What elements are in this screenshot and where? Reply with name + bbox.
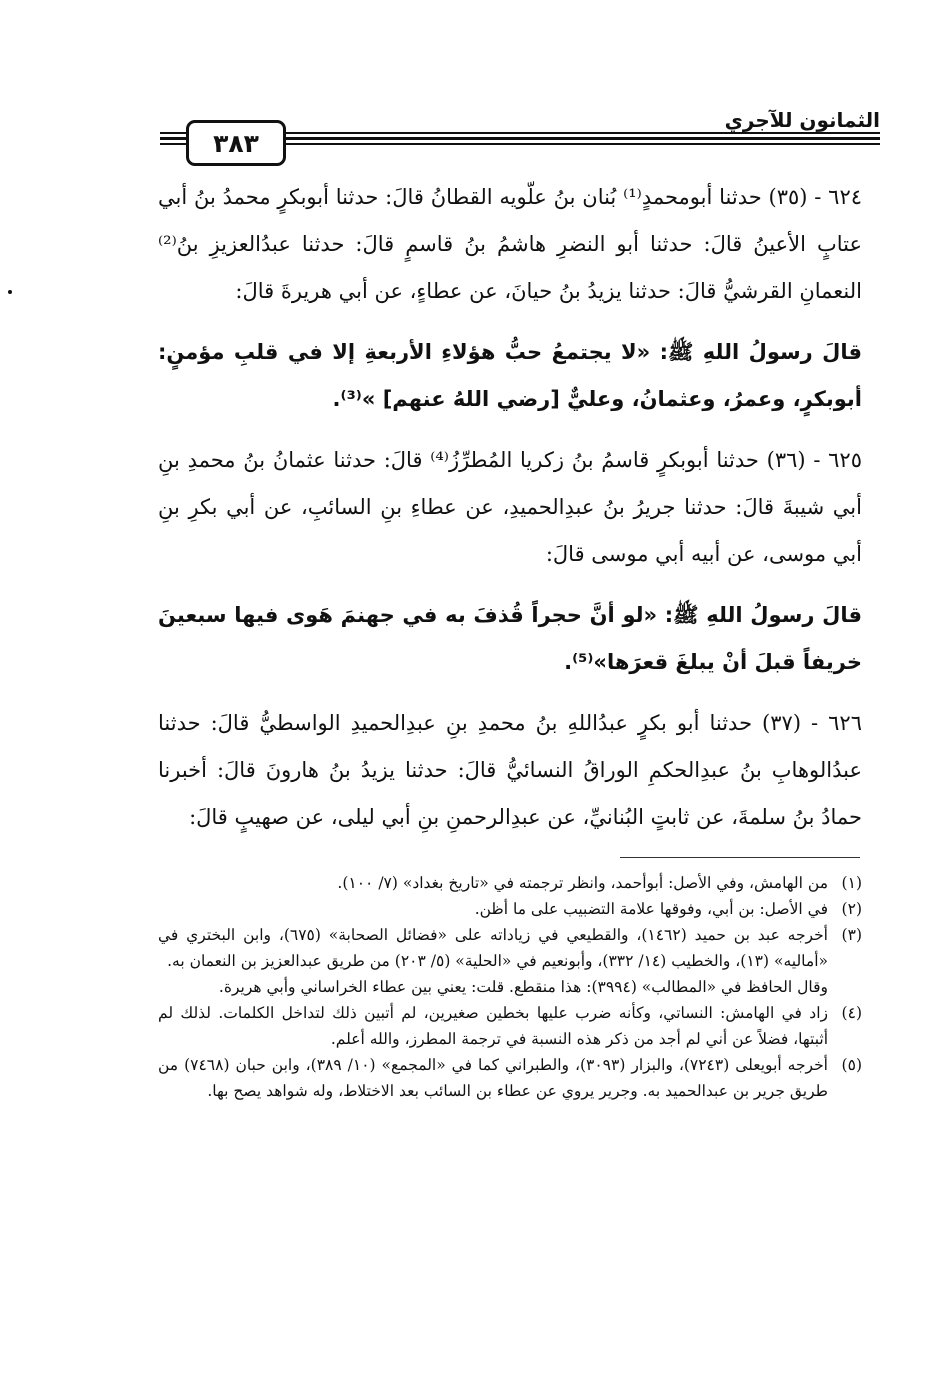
footnote-marker: (١) xyxy=(841,874,862,892)
running-title: الثمانون للآجري xyxy=(717,108,880,132)
footnote-3 xyxy=(158,922,862,974)
footnotes xyxy=(158,870,862,1104)
footnote-5 xyxy=(158,1052,862,1104)
hadith-isnad-625: ٦٢٥ - (٣٦) حدثنا أبوبكرٍ قاسمُ بنُ زكريا المُطرِّزُ⁽⁴⁾ قالَ: حدثنا عثمانُ بنُ محمدِ بنِ أبي شيبةَ قالَ: حدثنا جريرُ بنُ عبدِالحميدِ، عن عطاءِ بنِ السائبِ، عن أبي بكرِ بنِ أبي موسى، عن أبيه أبي موسى قالَ: xyxy=(158,448,862,566)
footnote-text: زاد في الهامش: النساتي، وكأنه ضرب عليها بخطين صغيرين، لم أتبين ذلك لتداخل الكلمات. لذلك لم أثبتها، فضلاً عن أني لم أجد من ذكر هذه النسبة في ترجمة المطرز، والله أعلم. xyxy=(158,1004,828,1048)
footnote-3-continuation xyxy=(158,974,862,1000)
hadith-matn-624: قالَ رسولُ اللهِ ﷺ: «لا يجتمعُ حبُّ هؤلاءِ الأربعةِ إلا في قلبِ مؤمنٍ: أبوبكرٍ، وعمرُ، وعثمانُ، وعليٌّ [رضي اللهُ عنهم] »⁽³⁾. xyxy=(158,340,862,411)
footnote-marker: (٢) xyxy=(841,900,862,918)
page-header xyxy=(160,108,880,168)
footnote-text: في الأصل: بن أبي، وفوقها علامة التضبيب على ما أظن. xyxy=(474,900,828,918)
footnote-text: وقال الحافظ في «المطالب» (٣٩٩٤): هذا منقطع. قلت: يعني بين عطاء الخراساني وأبي هريرة. xyxy=(218,978,828,996)
hadith-isnad-626: ٦٢٦ - (٣٧) حدثنا أبو بكرٍ عبدُاللهِ بنُ محمدِ بنِ عبدِالحميدِ الواسطيُّ قالَ: حدثنا عبدُالوهابِ بنُ عبدِالحكمِ الوراقُ النسائيُّ قالَ: حدثنا يزيدُ بنُ هارونَ قالَ: أخبرنا حمادُ بنُ سلمةَ، عن ثابتٍ البُنانيِّ، عن عبدِالرحمنِ بنِ أبي ليلى، عن صهيبٍ قالَ: xyxy=(158,711,862,829)
footnote-text: من الهامش، وفي الأصل: أبوأحمد، وانظر ترجمته في «تاريخ بغداد» (٧/ ١٠٠). xyxy=(337,874,828,892)
page-number: ٣٨٣ xyxy=(186,120,286,166)
footnote-marker: (٣) xyxy=(841,926,862,944)
stray-mark xyxy=(8,290,12,294)
footnote-separator xyxy=(620,857,860,858)
footnote-1 xyxy=(158,870,862,896)
footnote-marker: (٤) xyxy=(841,1004,862,1022)
main-text xyxy=(158,174,862,841)
hadith-matn-625: قالَ رسولُ اللهِ ﷺ: «لو أنَّ حجراً قُذفَ به في جهنمَ هَوى فيها سبعينَ خريفاً قبلَ أنْ يبلغَ قعرَها»⁽⁵⁾. xyxy=(158,603,862,674)
hadith-isnad-624: ٦٢٤ - (٣٥) حدثنا أبومحمدٍ⁽¹⁾ بُنان بنُ علّويه القطانُ قالَ: حدثنا أبوبكرٍ محمدُ بنُ أبي عتابٍ الأعينُ قالَ: حدثنا أبو النضرِ هاشمُ بنُ قاسمٍ قالَ: حدثنا عبدُالعزيزِ بنُ⁽²⁾ النعمانِ القرشيُّ قالَ: حدثنا يزيدُ بنُ حيانَ، عن عطاءٍ، عن أبي هريرةَ قالَ: xyxy=(158,185,863,303)
footnote-text: أخرجه أبويعلى (٧٢٤٣)، والبزار (٣٠٩٣)، والطبراني كما في «المجمع» (١٠/ ٣٨٩)، وابن حبان (٧٤٦٨) من طريق جرير بن عبدالحميد به. وجرير يروي عن عطاء بن السائب بعد الاختلاط، وله شواهد يصح بها. xyxy=(158,1056,828,1100)
footnote-marker: (٥) xyxy=(841,1056,862,1074)
footnote-text: أخرجه عبد بن حميد (١٤٦٢)، والقطيعي في زياداته على «فضائل الصحابة» (٦٧٥)، وابن البختري في «أماليه» (١٣)، والخطيب (١٤/ ٣٣٢)، وأبونعيم في «الحلية» (٥/ ٢٠٣) من طريق عبدالعزيز بن النعمان به. xyxy=(158,926,828,970)
footnote-4 xyxy=(158,1000,862,1052)
footnote-2 xyxy=(158,896,862,922)
